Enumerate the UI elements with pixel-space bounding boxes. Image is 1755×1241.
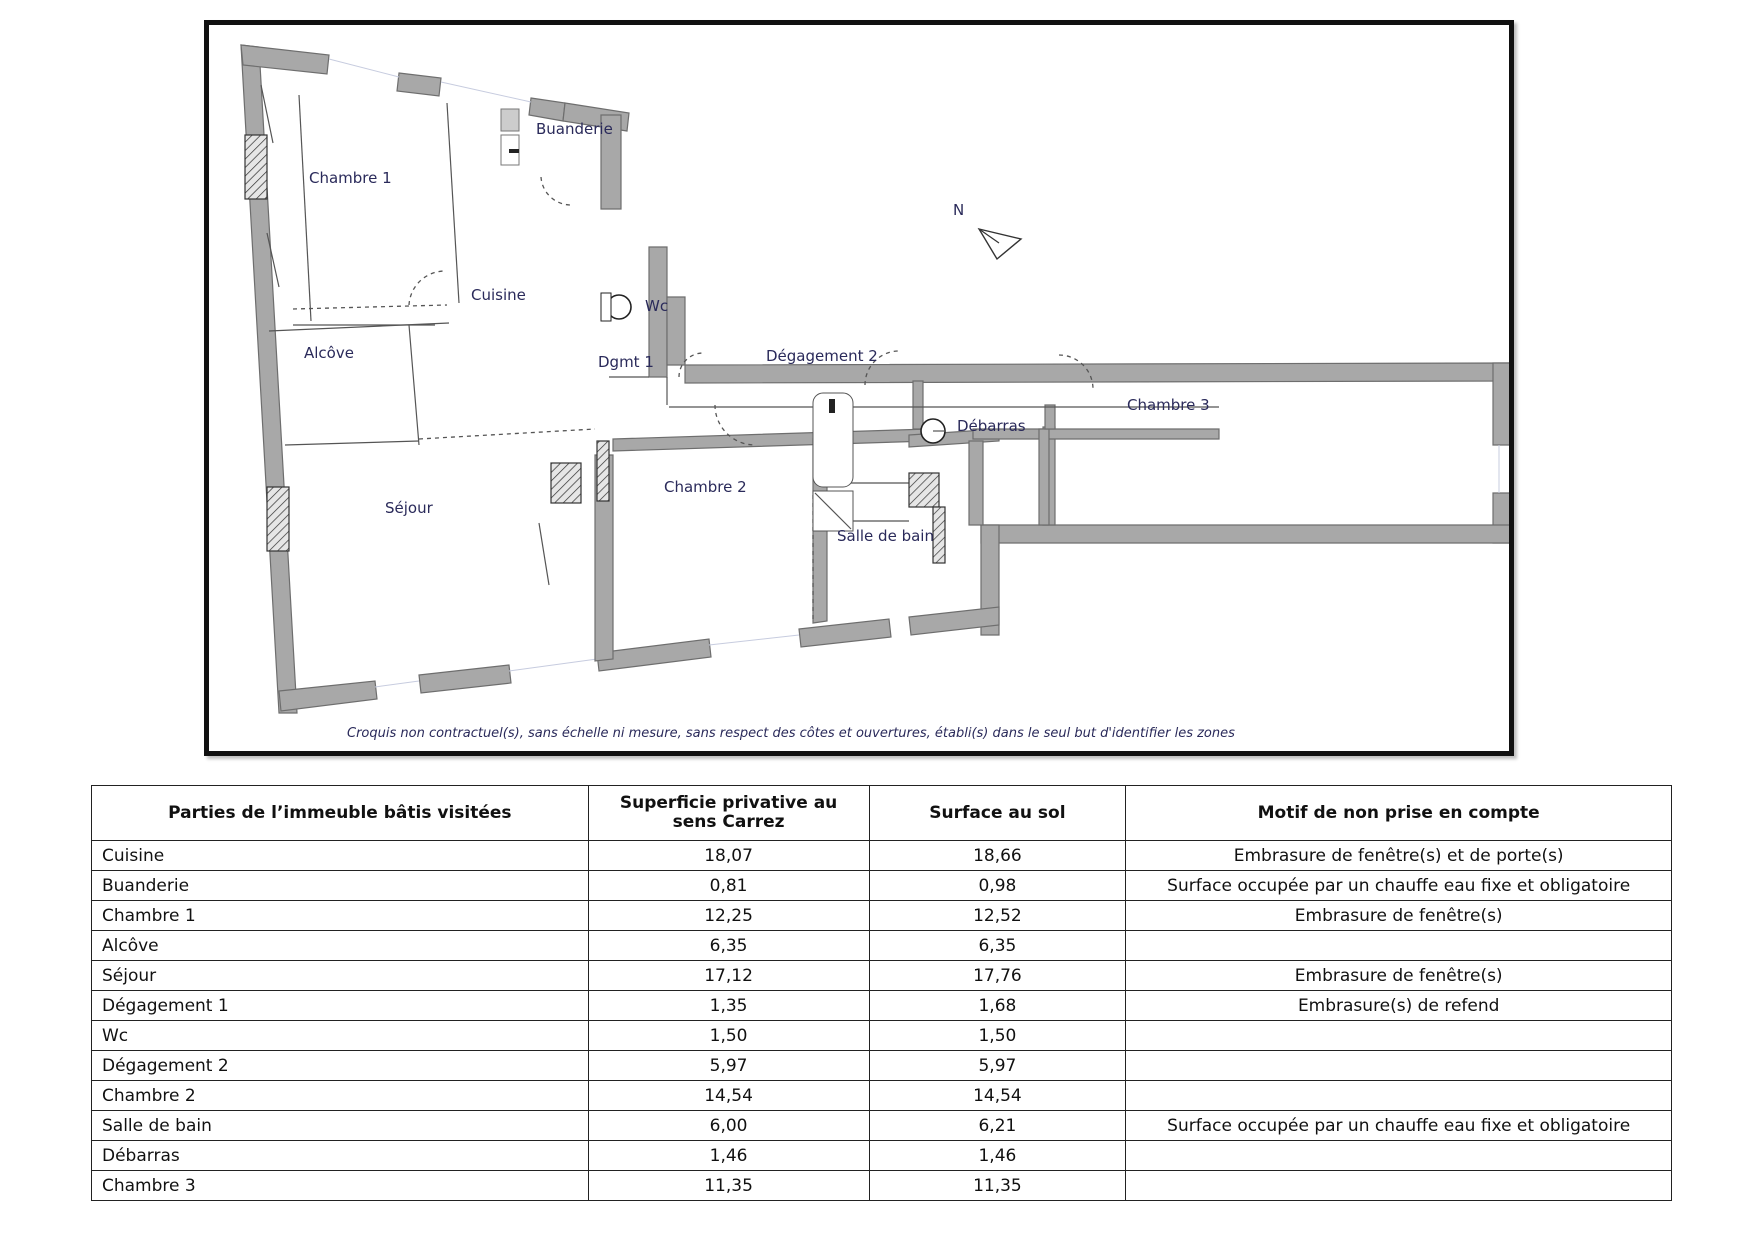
cell-motif [1126, 1141, 1672, 1171]
cell-motif: Embrasure de fenêtre(s) [1126, 901, 1672, 931]
cell-motif [1126, 1051, 1672, 1081]
cell-part: Séjour [92, 961, 589, 991]
floor-plan-frame [204, 20, 1514, 756]
north-arrow [953, 201, 1021, 259]
cell-sol: 6,21 [869, 1111, 1126, 1141]
cell-carrez: 12,25 [588, 901, 869, 931]
table-row [92, 1111, 1672, 1141]
cell-sol: 17,76 [869, 961, 1126, 991]
room-label-wc: Wc [645, 297, 669, 315]
cell-carrez: 18,07 [588, 841, 869, 871]
room-label-chambre-2: Chambre 2 [664, 478, 747, 496]
exterior-walls [241, 45, 1509, 713]
room-label-degagement-2: Dégagement 2 [766, 347, 878, 365]
cell-carrez: 1,35 [588, 991, 869, 1021]
room-label-buanderie: Buanderie [536, 120, 613, 138]
table-row [92, 841, 1672, 871]
header-surface-sol: Surface au sol [869, 786, 1126, 841]
cell-part: Chambre 2 [92, 1081, 589, 1111]
table-row [92, 961, 1672, 991]
cell-sol: 1,50 [869, 1021, 1126, 1051]
cell-part: Salle de bain [92, 1111, 589, 1141]
cell-part: Buanderie [92, 871, 589, 901]
cell-part: Chambre 1 [92, 901, 589, 931]
cell-part: Chambre 3 [92, 1171, 589, 1201]
header-carrez: Superficie privative au sens Carrez [588, 786, 869, 841]
table-row [92, 1171, 1672, 1201]
header-motif: Motif de non prise en compte [1126, 786, 1672, 841]
room-labels [304, 120, 1210, 545]
cell-part: Alcôve [92, 931, 589, 961]
cell-motif [1126, 1171, 1672, 1201]
cell-motif: Surface occupée par un chauffe eau fixe et obligatoire [1126, 1111, 1672, 1141]
cell-part: Dégagement 2 [92, 1051, 589, 1081]
cell-sol: 6,35 [869, 931, 1126, 961]
cell-carrez: 6,00 [588, 1111, 869, 1141]
room-label-alcove: Alcôve [304, 344, 354, 362]
cell-part: Cuisine [92, 841, 589, 871]
cell-carrez: 14,54 [588, 1081, 869, 1111]
north-label: N [953, 201, 965, 219]
cell-part: Wc [92, 1021, 589, 1051]
plan-caption: Croquis non contractuel(s), sans échelle ni mesure, sans respect des côtes et ouvertures, établi(s) dans le seul but d'identifier les zones [347, 726, 1235, 741]
room-label-chambre-1: Chambre 1 [309, 169, 392, 187]
room-label-salle-de-bain: Salle de bain [837, 527, 934, 545]
cell-motif: Embrasure(s) de refend [1126, 991, 1672, 1021]
room-label-sejour: Séjour [385, 499, 433, 517]
cell-carrez: 6,35 [588, 931, 869, 961]
table-row [92, 931, 1672, 961]
cell-sol: 18,66 [869, 841, 1126, 871]
room-label-debarras: Débarras [957, 417, 1026, 435]
table-row [92, 871, 1672, 901]
cell-sol: 5,97 [869, 1051, 1126, 1081]
table-row [92, 901, 1672, 931]
cell-carrez: 5,97 [588, 1051, 869, 1081]
room-label-chambre-3: Chambre 3 [1127, 396, 1210, 414]
cell-carrez: 1,50 [588, 1021, 869, 1051]
cell-sol: 11,35 [869, 1171, 1126, 1201]
table-row [92, 1081, 1672, 1111]
cell-carrez: 17,12 [588, 961, 869, 991]
room-label-cuisine: Cuisine [471, 286, 526, 304]
cell-carrez: 0,81 [588, 871, 869, 901]
header-parts: Parties de l’immeuble bâtis visitées [92, 786, 589, 841]
cell-motif: Embrasure de fenêtre(s) et de porte(s) [1126, 841, 1672, 871]
cell-motif [1126, 1081, 1672, 1111]
table-header-row [92, 786, 1672, 841]
cell-sol: 1,46 [869, 1141, 1126, 1171]
cell-motif: Embrasure de fenêtre(s) [1126, 961, 1672, 991]
table-row [92, 1141, 1672, 1171]
cell-carrez: 1,46 [588, 1141, 869, 1171]
cell-sol: 12,52 [869, 901, 1126, 931]
table-row [92, 991, 1672, 1021]
cell-sol: 1,68 [869, 991, 1126, 1021]
cell-motif [1126, 931, 1672, 961]
cell-motif [1126, 1021, 1672, 1051]
table-row [92, 1051, 1672, 1081]
cell-sol: 0,98 [869, 871, 1126, 901]
surface-table [91, 785, 1672, 1201]
table-row [92, 1021, 1672, 1051]
floor-plan-drawing [209, 25, 1509, 751]
cell-sol: 14,54 [869, 1081, 1126, 1111]
room-label-dgmt-1: Dgmt 1 [598, 353, 654, 371]
cell-part: Débarras [92, 1141, 589, 1171]
cell-part: Dégagement 1 [92, 991, 589, 1021]
cell-carrez: 11,35 [588, 1171, 869, 1201]
cell-motif: Surface occupée par un chauffe eau fixe et obligatoire [1126, 871, 1672, 901]
